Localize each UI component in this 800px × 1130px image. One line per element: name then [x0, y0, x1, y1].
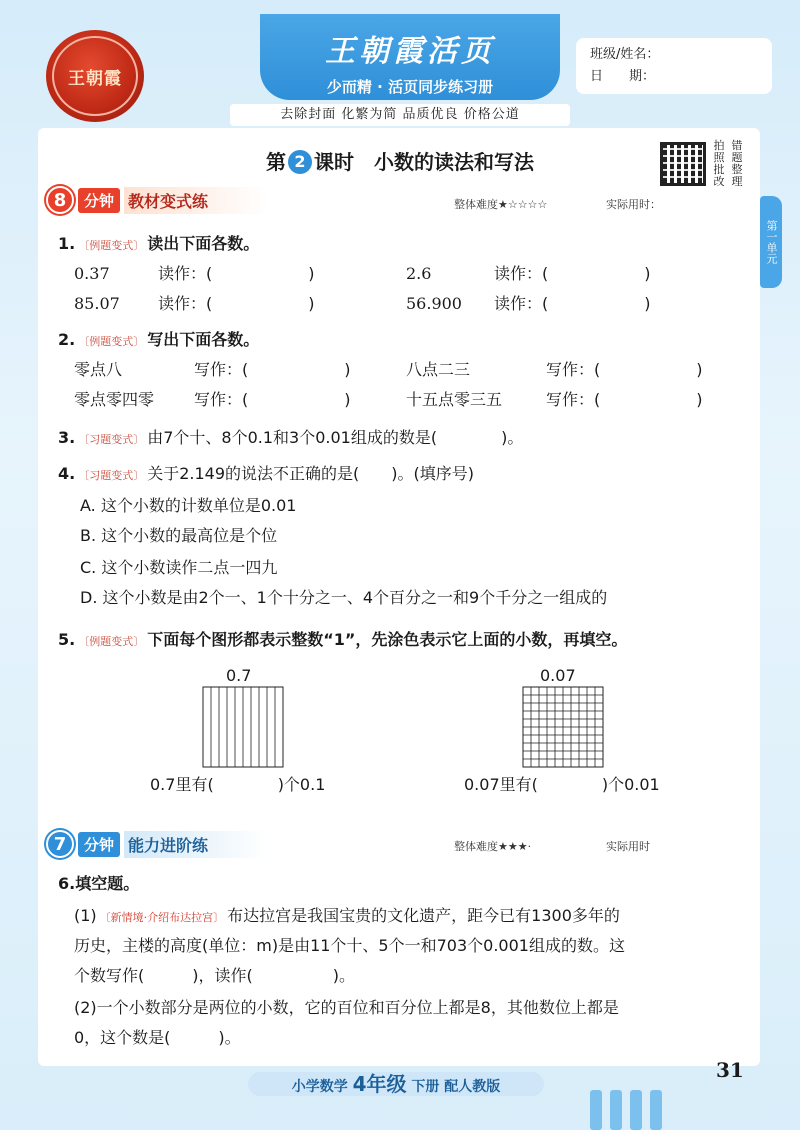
question-stem: 下面每个图形都表示整数“1”，先涂色表示它上面的小数，再填空。	[147, 630, 628, 649]
footer-grade: 4年级	[352, 1072, 407, 1096]
question-3	[58, 426, 523, 452]
qr-labels	[710, 140, 746, 188]
question-tag: 〔例题变式〕	[78, 335, 145, 348]
qr-label-item: 改	[713, 175, 725, 188]
brand-logo	[46, 30, 144, 122]
qr-label-item: 拍	[713, 139, 725, 152]
q1-number: 2.6	[406, 264, 432, 283]
qr-label-item: 照	[713, 151, 725, 164]
q2-words: 十五点零三五	[406, 390, 503, 409]
qr-code-icon[interactable]	[660, 142, 706, 186]
q2-words: 八点二三	[406, 360, 471, 379]
q6-part-1-line-3[interactable]: 个数写作( )，读作( )。	[74, 966, 355, 985]
question-stem[interactable]: 由7个十、8个0.1和3个0.01组成的数是( )。	[147, 428, 524, 447]
question-number: 4.	[58, 464, 76, 483]
question-5	[58, 628, 627, 654]
date-label[interactable]: 日 期：	[590, 69, 656, 84]
option-c: C. 这个小数读作二点一四九	[80, 558, 278, 577]
figure-2-label: 0.07	[540, 666, 576, 685]
question-4	[58, 462, 474, 488]
question-tag: 〔例题变式〕	[78, 239, 145, 252]
footer-term: 下册	[411, 1079, 440, 1095]
option-d: D. 这个小数是由2个一、1个十分之一、4个百分之一和9个千分之一组成的	[80, 588, 608, 607]
qr-label-item: 整	[731, 163, 743, 176]
q6-part-1-line-1	[74, 904, 620, 930]
difficulty-rating: 整体难度★★★·	[454, 840, 532, 853]
section-name: 教材变式练	[124, 187, 268, 214]
qr-label-item: 批	[713, 163, 725, 176]
section-minutes-badge: 7	[46, 830, 74, 858]
decor-bar	[650, 1090, 662, 1130]
question-number: 3.	[58, 428, 76, 447]
decor-bar	[610, 1090, 622, 1130]
section-header-1	[46, 186, 268, 214]
footer-bar	[248, 1072, 544, 1096]
section-minutes-badge: 8	[46, 186, 74, 214]
lesson-prefix: 第	[266, 150, 286, 174]
q2-write-blank[interactable]: 写作：( )	[194, 360, 351, 379]
qr-label-item: 错	[731, 139, 743, 152]
question-1	[58, 232, 259, 258]
section-header-2	[46, 830, 268, 858]
page-number: 31	[716, 1058, 744, 1082]
question-number: 1.	[58, 234, 76, 253]
q1-number: 0.37	[74, 264, 110, 283]
figure-1-label: 0.7	[226, 666, 252, 685]
section-minutes-label: 分钟	[78, 832, 120, 857]
student-info-box	[576, 38, 772, 94]
question-tag: 〔习题变式〕	[78, 469, 145, 482]
option-a: A. 这个小数的计数单位是0.01	[80, 496, 297, 515]
hundredths-grid-figure[interactable]	[522, 686, 604, 768]
footer-subject: 小学数学	[291, 1079, 348, 1095]
lesson-suffix: 课时 小数的读法和写法	[314, 150, 534, 174]
question-2	[58, 328, 259, 354]
section-minutes-label: 分钟	[78, 188, 120, 213]
decor-bar	[630, 1090, 642, 1130]
q1-read-blank[interactable]: 读作：( )	[158, 294, 315, 313]
question-6	[58, 872, 139, 896]
q6-part-1-line-2: 历史，主楼的高度(单位：m)是由11个十、5个一和703个0.001组成的数。这	[74, 936, 625, 955]
q1-number: 85.07	[74, 294, 120, 313]
lesson-number-badge: 2	[288, 150, 312, 174]
footer-edition: 配人教版	[444, 1079, 501, 1095]
qr-label-item: 题	[731, 151, 743, 164]
time-used-label: 实际用时：	[606, 198, 661, 211]
part-number: (1)	[74, 906, 97, 925]
q1-read-blank[interactable]: 读作：( )	[494, 294, 651, 313]
question-stem: 填空题。	[75, 874, 140, 893]
q1-read-blank[interactable]: 读作：( )	[158, 264, 315, 283]
q2-write-blank[interactable]: 写作：( )	[546, 390, 703, 409]
tenths-grid-figure[interactable]	[202, 686, 284, 768]
decor-bar	[590, 1090, 602, 1130]
question-tag: 〔例题变式〕	[78, 635, 145, 648]
question-stem: 写出下面各数。	[147, 330, 260, 349]
brand-subtitle: 少而精 · 活页同步练习册	[326, 78, 494, 96]
brand-banner	[260, 14, 560, 100]
question-number: 6.	[58, 874, 76, 893]
section-name: 能力进阶练	[124, 831, 268, 858]
question-stem: 读出下面各数。	[147, 234, 260, 253]
question-stem[interactable]: 关于2.149的说法不正确的是( )。(填序号)	[147, 464, 474, 483]
q1-read-blank[interactable]: 读作：( )	[494, 264, 651, 283]
q6-part-2-line-1: (2)一个小数部分是两位的小数，它的百位和百分位上都是8，其他数位上都是	[74, 998, 619, 1017]
context-tag: 〔新情境·介绍布达拉宫〕	[99, 911, 225, 924]
q2-words: 零点八	[74, 360, 123, 379]
difficulty-rating: 整体难度★☆☆☆☆	[454, 198, 548, 211]
question-tag: 〔习题变式〕	[78, 433, 145, 446]
class-name-label[interactable]: 班级/姓名：	[590, 47, 660, 62]
question-number: 2.	[58, 330, 76, 349]
logo-text: 王朝霞	[68, 68, 122, 89]
unit-side-tab[interactable]: 第一单元	[760, 196, 782, 288]
q6-part-2-line-2[interactable]: 0，这个数是( )。	[74, 1028, 241, 1047]
question-number: 5.	[58, 630, 76, 649]
part-text: 布达拉宫是我国宝贵的文化遗产，距今已有1300多年的	[227, 906, 620, 925]
q2-words: 零点零四零	[74, 390, 155, 409]
slogan: 去除封面 化繁为简 品质优良 价格公道	[230, 104, 570, 126]
q2-write-blank[interactable]: 写作：( )	[194, 390, 351, 409]
figure-2-fill-blank[interactable]: 0.07里有( )个0.01	[464, 775, 660, 794]
q2-write-blank[interactable]: 写作：( )	[546, 360, 703, 379]
figure-1-fill-blank[interactable]: 0.7里有( )个0.1	[150, 775, 326, 794]
qr-label-item: 理	[731, 175, 743, 188]
q1-number: 56.900	[406, 294, 462, 313]
brand-title: 王朝霞活页	[325, 34, 495, 69]
time-used-label: 实际用时	[606, 840, 650, 853]
option-b: B. 这个小数的最高位是个位	[80, 526, 278, 545]
